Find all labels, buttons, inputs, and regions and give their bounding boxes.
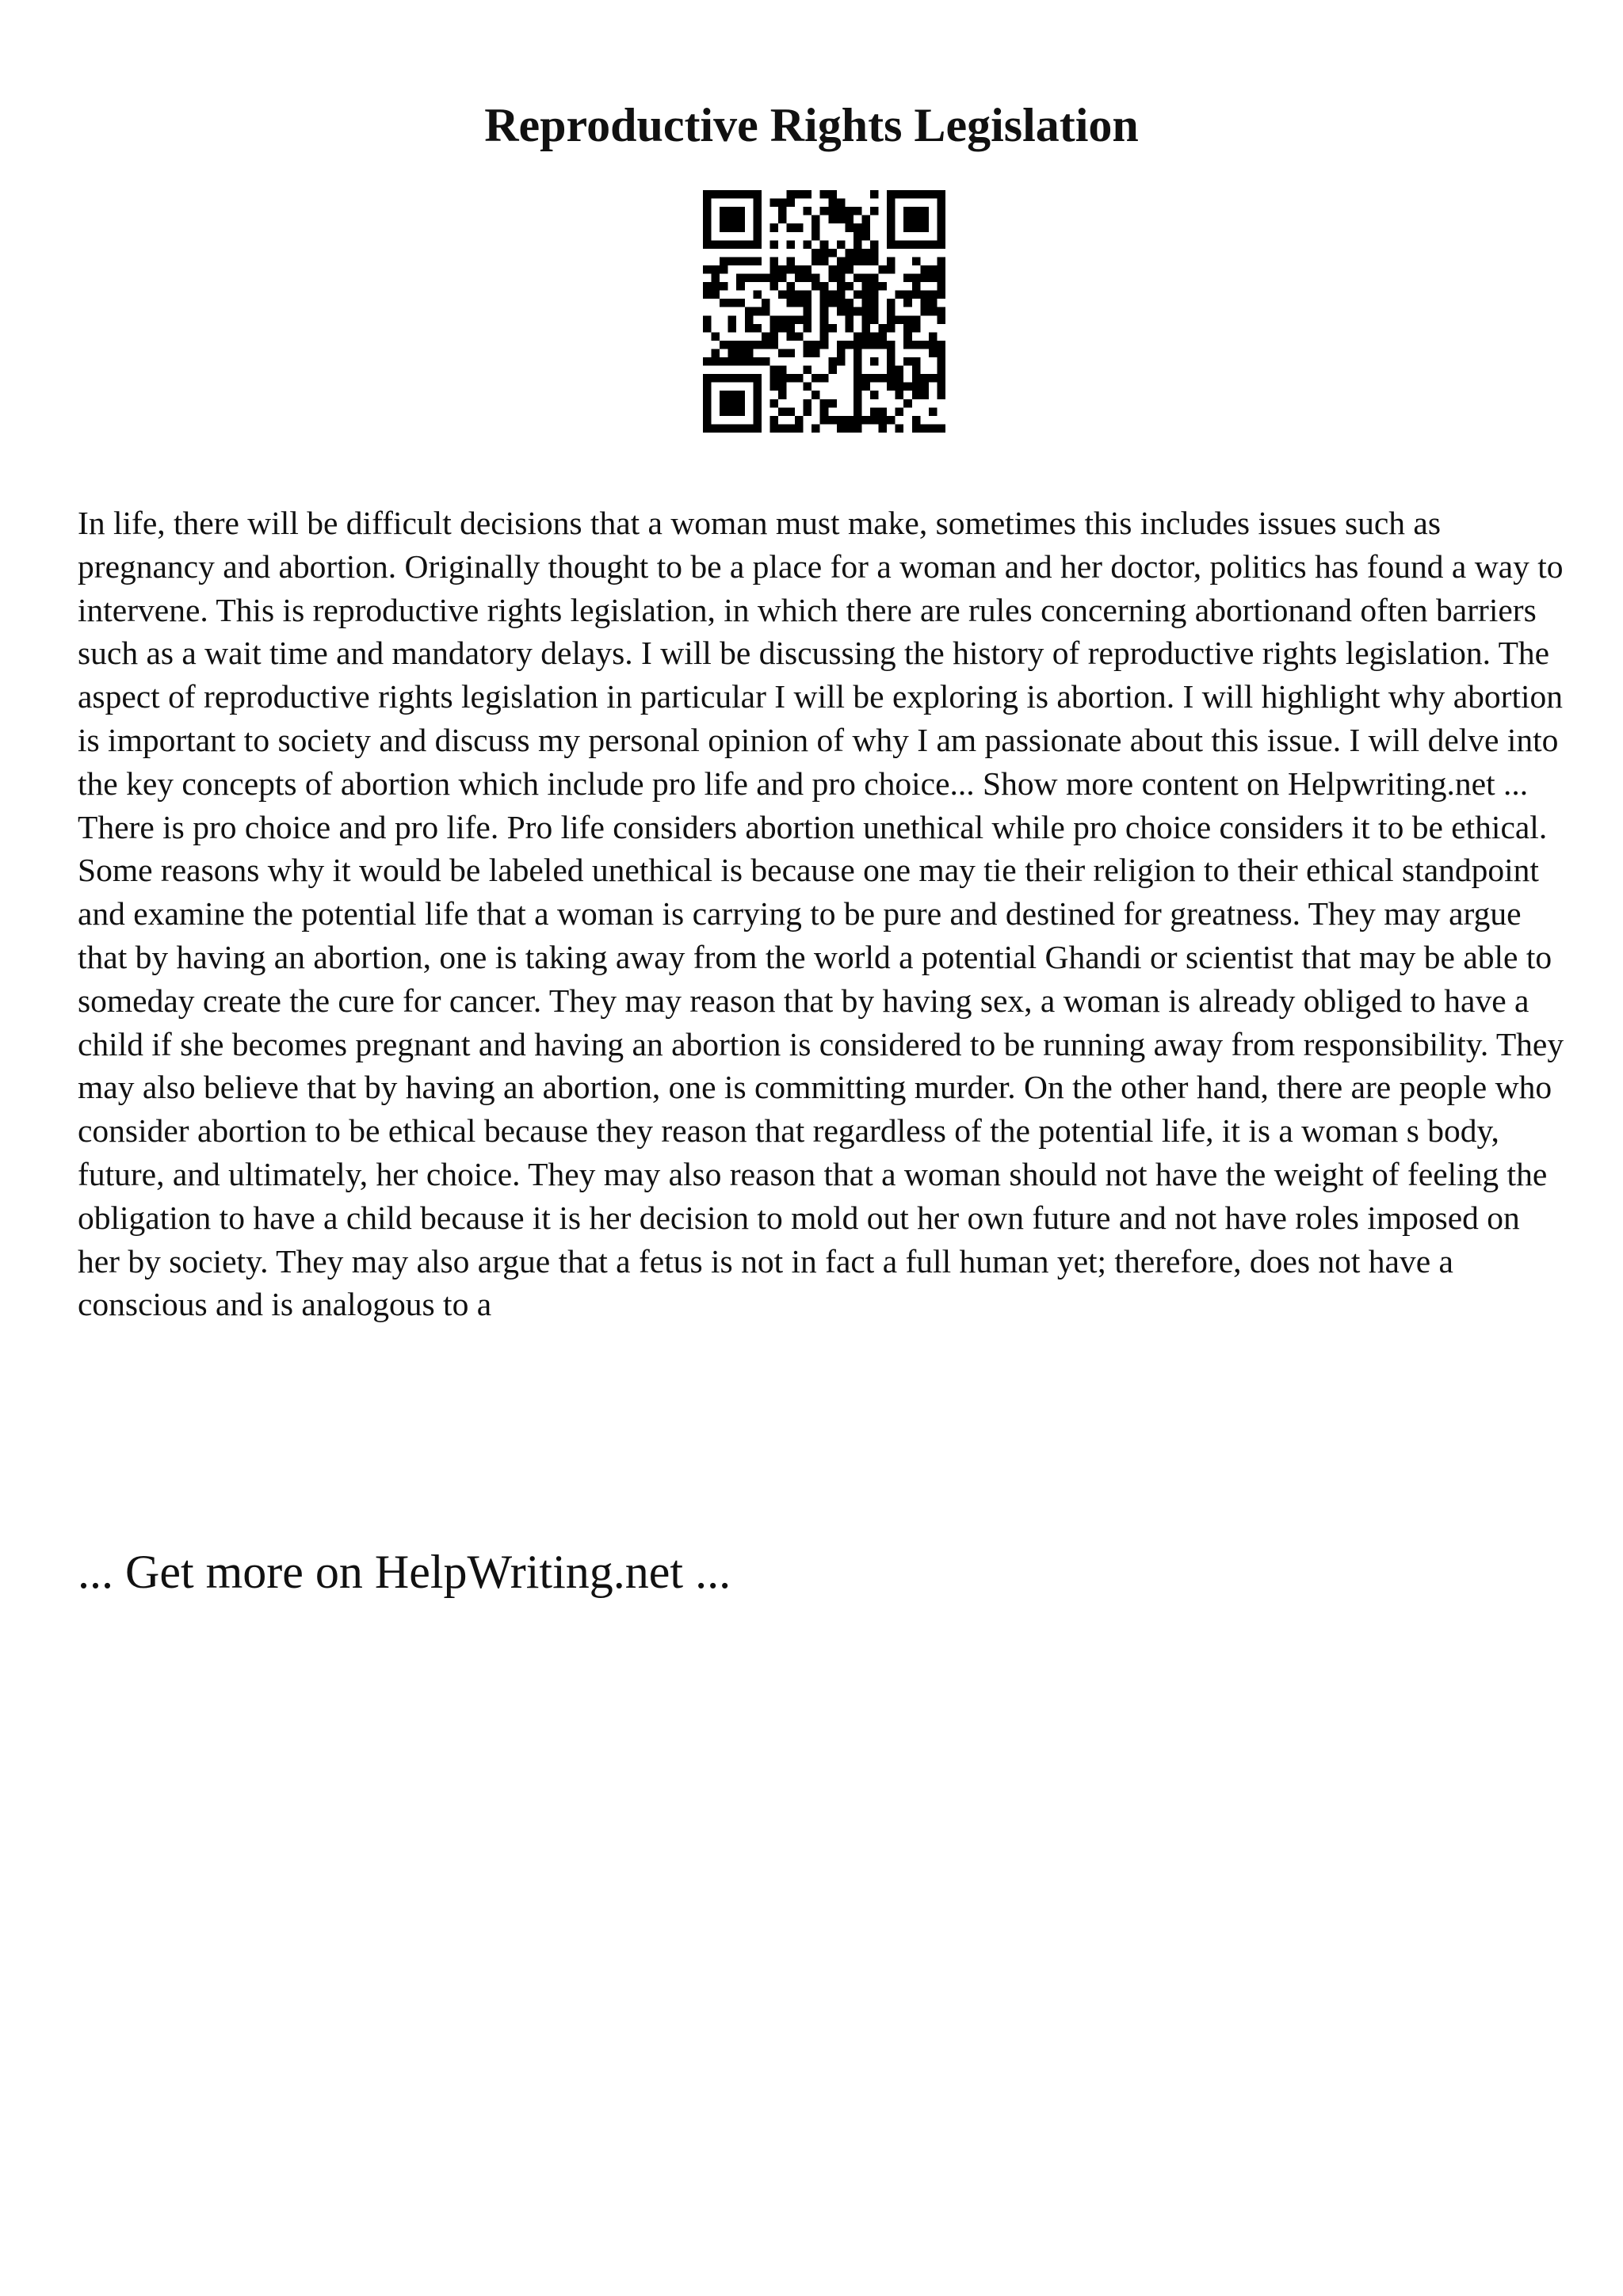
get-more-link[interactable]: ... Get more on HelpWriting.net ... [78, 1546, 731, 1598]
body-text [78, 502, 1568, 1326]
paragraph-2: There is pro choice and pro life. Pro life considers abortion unethical while pro choice considers it to be ethical. Some reasons why it would be labeled unethical is because one may tie their religion to their ethical standpoint and examine the potential life that a woman is carrying to be pure and destined for greatness. They may argue that by having an abortion, one is taking away from the world a potential Ghandi or scientist that may be able to someday create the cure for cancer. They may reason that by having sex, a woman is already obliged to have a child if she becomes pregnant and having an abortion is considered to be running away from responsibility. They may also believe that by having an abortion, one is committing murder. On the other hand, there are people who consider abortion to be ethical because they reason that regardless of the potential life, it is a woman s body, future, and ultimately, her choice. They may also reason that a woman should not have the weight of feeling the obligation to have a child because it is her decision to mold out her own future and not have roles imposed on her by society. They may also argue that a fetus is not in fact a full human yet; therefore, does not have a conscious and is analogous to a [78, 808, 1564, 1323]
paragraph-1: In life, there will be difficult decisions that a woman must make, sometimes this includes issues such as pregnancy and abortion. Originally thought to be a place for a woman and her doctor, politics has found a way to intervene. This is reproductive rights legislation, in which there are rules concerning abortionand often barriers such as a wait time and mandatory delays. I will be discussing the history of reproductive rights legislation. The aspect of reproductive rights legislation in particular I will be exploring is abortion. I will highlight why abortion is important to society and discuss my personal opinion of why I am passionate about this issue. I will delve into the key concepts of abortion which include pro life and pro choice... Show more content on Helpwriting.net ... [78, 505, 1564, 802]
page-title: Reproductive Rights Legislation [484, 99, 1139, 151]
qr-code-icon[interactable] [703, 190, 945, 433]
